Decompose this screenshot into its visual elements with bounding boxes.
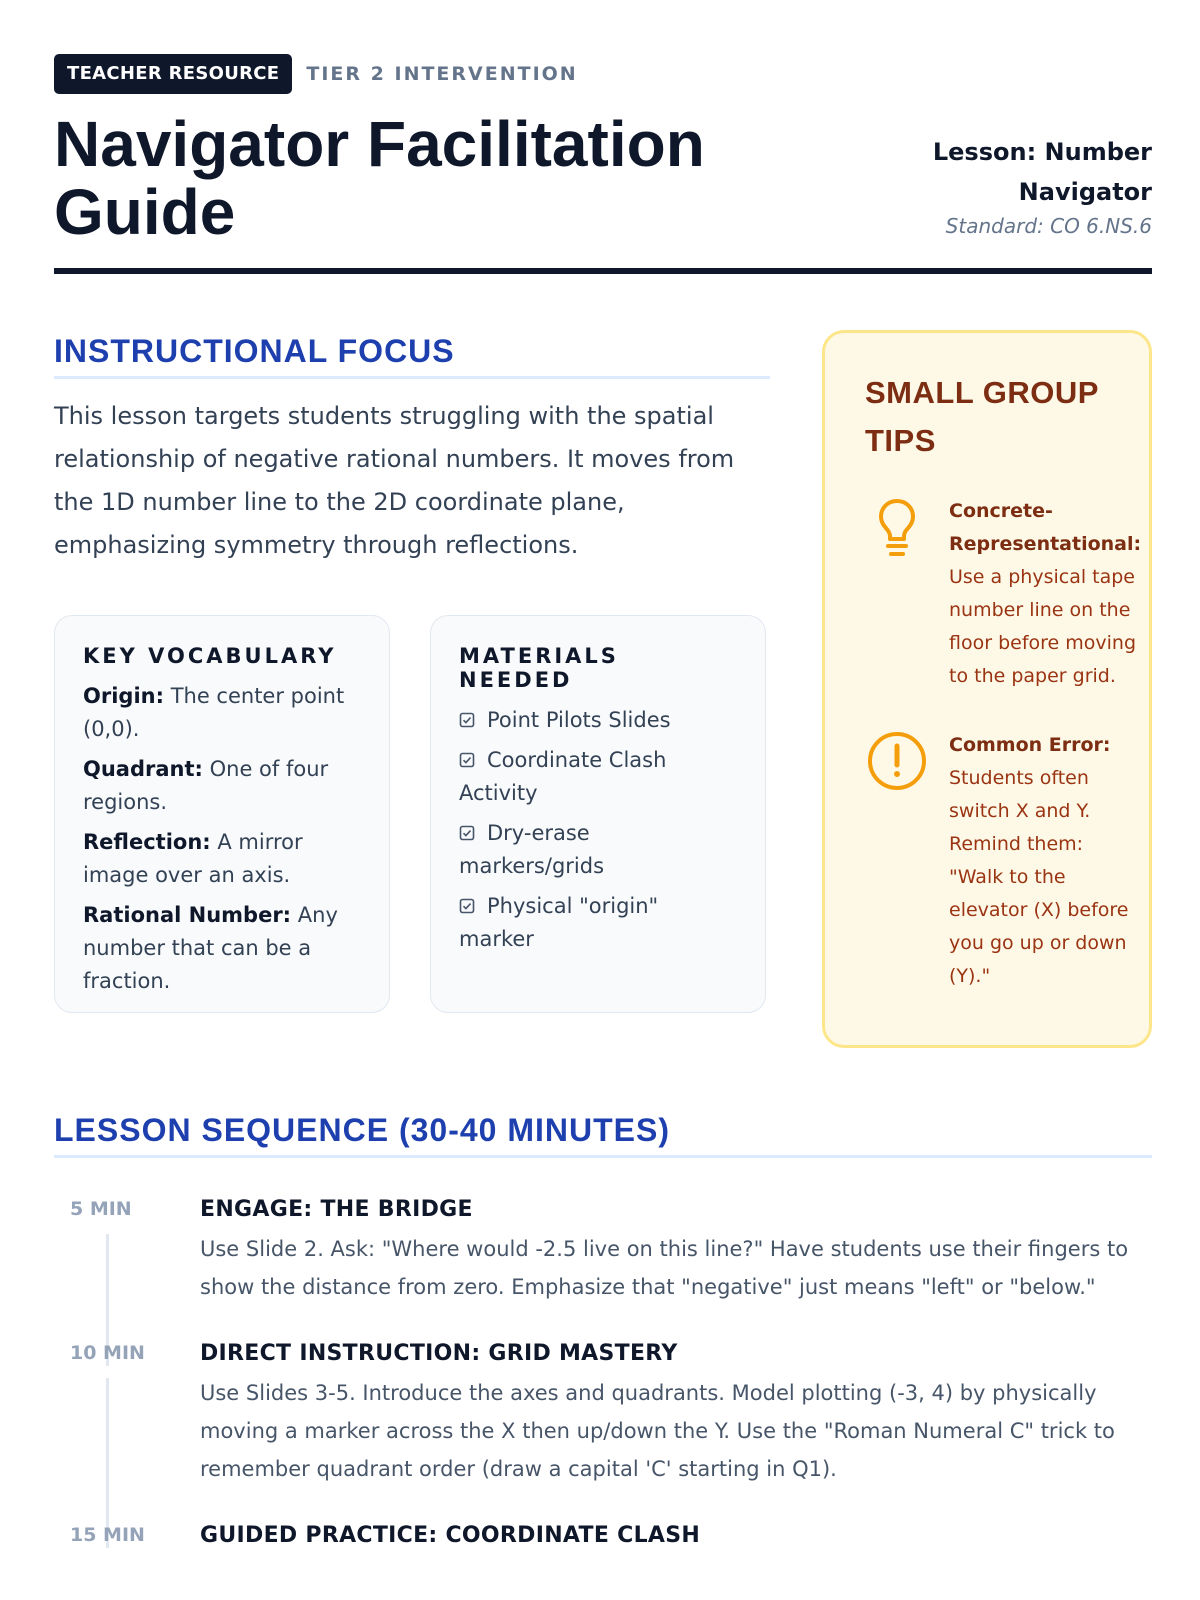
vocab-definition: One of four regions. xyxy=(83,757,329,814)
standard-label: Standard: CO 6.NS.6 xyxy=(945,214,1152,238)
step-title: ENGAGE: THE BRIDGE xyxy=(200,1197,473,1222)
vocab-item xyxy=(83,899,363,998)
material-item xyxy=(459,817,739,883)
tip-item xyxy=(865,495,1142,693)
vocab-term: Quadrant: xyxy=(83,757,203,781)
materials-needed-card xyxy=(430,615,766,1013)
lesson-sequence-heading: LESSON SEQUENCE (30-40 MINUTES) xyxy=(54,1112,1152,1158)
step-title: GUIDED PRACTICE: COORDINATE CLASH xyxy=(200,1523,701,1548)
tip-text: Students often switch X and Y. Remind them: "Walk to the elevator (X) before you go up or down (Y)." xyxy=(949,767,1129,987)
vocab-item xyxy=(83,826,363,892)
tip-text: Use a physical tape number line on the floor before moving to the paper grid. xyxy=(949,566,1137,687)
small-group-tips-panel xyxy=(822,330,1152,1048)
timeline-step xyxy=(54,1518,1152,1586)
step-title: DIRECT INSTRUCTION: GRID MASTERY xyxy=(200,1341,678,1366)
vocab-term: Origin: xyxy=(83,684,164,708)
alert-circle-icon xyxy=(865,729,929,993)
material-label: Dry-erase markers/grids xyxy=(459,821,605,878)
vocab-term: Rational Number: xyxy=(83,903,292,927)
lesson-meta xyxy=(872,132,1152,238)
materials-needed-heading: MATERIALS NEEDED xyxy=(459,644,619,692)
page-header xyxy=(54,54,1152,248)
vocab-term: Reflection: xyxy=(83,830,211,854)
tip-body xyxy=(949,729,1129,993)
material-label: Coordinate Clash Activity xyxy=(459,748,667,805)
checkbox-icon xyxy=(459,825,475,841)
step-content xyxy=(200,1336,1152,1518)
material-label: Physical "origin" marker xyxy=(459,894,659,951)
info-cards xyxy=(54,615,770,1013)
material-item xyxy=(459,890,739,956)
vocab-definition: Any number that can be a fraction. xyxy=(83,903,338,993)
instructional-focus-text: This lesson targets students struggling with the spatial relationship of negative rational numbers. It moves from the 1D number line to the 2D coordinate plane, emphasizing symmetry through reflections. xyxy=(54,402,735,559)
step-content xyxy=(200,1518,1152,1586)
vocab-item xyxy=(83,680,363,746)
teacher-resource-badge: TEACHER RESOURCE xyxy=(54,54,292,94)
tip-label: Common Error: xyxy=(949,734,1111,756)
vocab-item xyxy=(83,753,363,819)
tip-body xyxy=(949,495,1141,693)
step-duration xyxy=(54,1192,200,1336)
instructional-focus-section xyxy=(54,333,770,567)
checkbox-icon xyxy=(459,898,475,914)
step-description: Use Slide 2. Ask: "Where would -2.5 live on this line?" Have students use their fingers to show the distance from zero. Emphasize that "negative" just means "left" or "below." xyxy=(200,1237,1129,1299)
small-group-tips-heading: SMALL GROUP TIPS xyxy=(865,375,1099,458)
step-duration-label: 10 MIN xyxy=(70,1342,145,1364)
page-title: Navigator Facilitation Guide xyxy=(54,108,705,248)
step-duration xyxy=(54,1518,200,1586)
step-content xyxy=(200,1192,1152,1336)
vocab-definition: The center point (0,0). xyxy=(83,684,345,741)
lightbulb-icon xyxy=(865,495,929,693)
key-vocabulary-card xyxy=(54,615,390,1013)
tip-label: Concrete-Representational: xyxy=(949,500,1142,555)
timeline-step xyxy=(54,1192,1152,1336)
instructional-focus-heading: INSTRUCTIONAL FOCUS xyxy=(54,333,770,379)
lesson-name: Lesson: Number Navigator xyxy=(932,138,1152,206)
vocab-definition: A mirror image over an axis. xyxy=(83,830,303,887)
header-divider xyxy=(54,268,1152,274)
header-tags xyxy=(54,54,1152,94)
tip-item xyxy=(865,729,1129,993)
timeline-step xyxy=(54,1336,1152,1518)
step-description: Use Slides 3-5. Introduce the axes and quadrants. Model plotting (-3, 4) by physically moving a marker across the X then up/down the Y. Use the "Roman Numeral C" trick to remember quadrant order (draw a capital 'C' starting in Q1). xyxy=(200,1381,1115,1481)
material-label: Point Pilots Slides xyxy=(487,708,671,732)
lesson-sequence-section xyxy=(54,1112,1152,1586)
tier-label: TIER 2 INTERVENTION xyxy=(306,63,578,85)
material-item xyxy=(459,744,739,810)
checkbox-icon xyxy=(459,712,475,728)
step-duration-label: 15 MIN xyxy=(70,1524,145,1546)
material-item xyxy=(459,704,739,737)
step-duration-label: 5 MIN xyxy=(70,1198,132,1220)
lesson-timeline xyxy=(54,1192,1152,1586)
checkbox-icon xyxy=(459,752,475,768)
key-vocabulary-heading: KEY VOCABULARY xyxy=(83,644,337,668)
step-duration xyxy=(54,1336,200,1518)
